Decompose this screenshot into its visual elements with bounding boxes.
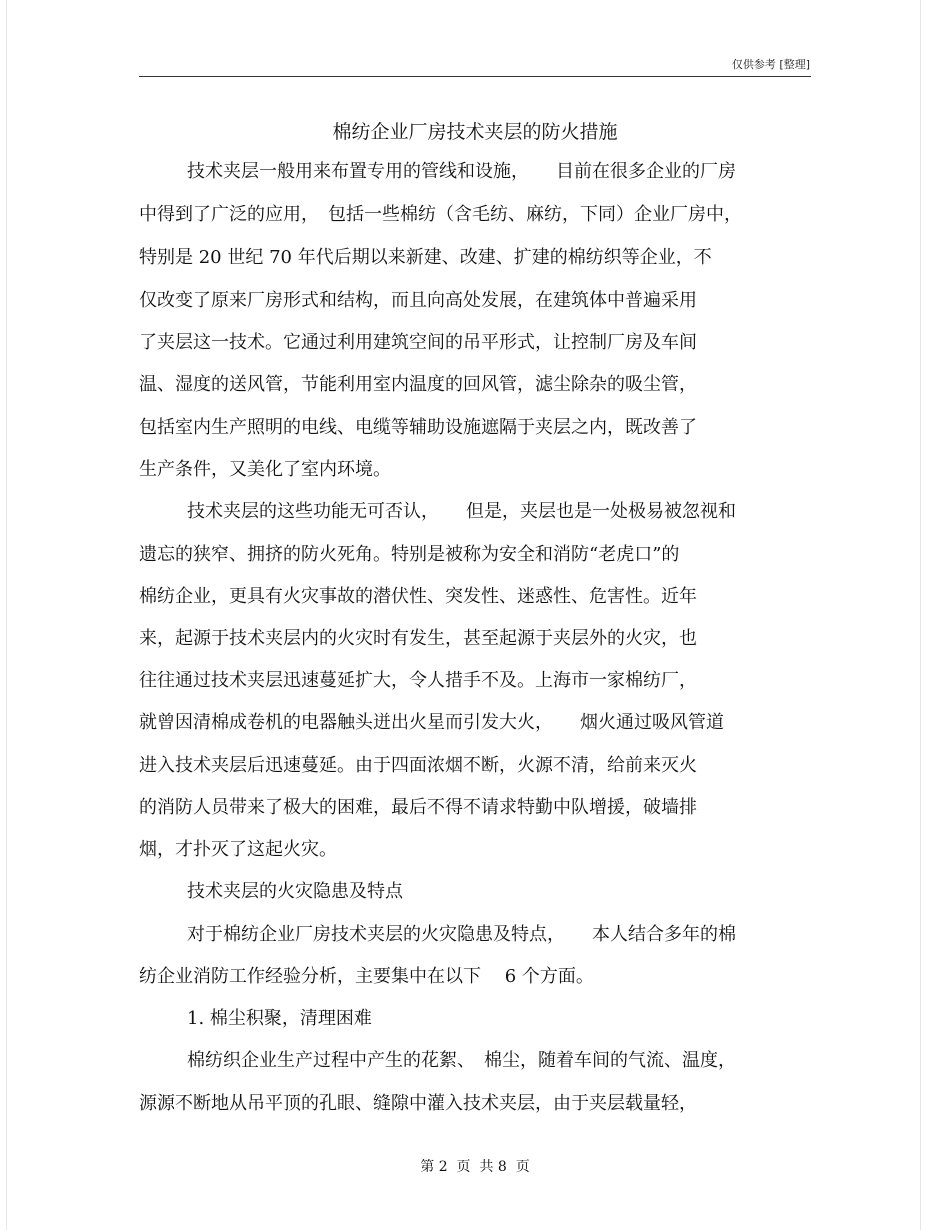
paragraph-line: 对于棉纺企业厂房技术夹层的火灾隐患及特点， 本人结合多年的棉 [187, 924, 736, 945]
paragraph-line: 了夹层这一技术。它通过利用建筑空间的吊平形式，让控制厂房及车间 [139, 332, 697, 353]
paragraph-line: 棉纺企业，更具有火灾事故的潜伏性、突发性、迷惑性、危害性。近年 [139, 586, 697, 607]
paragraph-line: 进入技术夹层后迅速蔓延。由于四面浓烟不断，火源不清，给前来灭火 [139, 755, 697, 776]
section-heading: 技术夹层的火灾隐患及特点 [187, 881, 403, 902]
subsection-heading: 1. 棉尘积聚，清理困难 [187, 1008, 372, 1029]
paragraph-line: 特别是 20 世纪 70 年代后期以来新建、改建、扩建的棉纺织等企业，不 [139, 247, 712, 268]
paragraph-line: 遗忘的狭窄、拥挤的防火死角。特别是被称为安全和消防“老虎口”的 [139, 544, 680, 565]
paragraph-line: 的消防人员带来了极大的困难，最后不得不请求特勤中队增援，破墙排 [139, 797, 697, 818]
document-title: 棉纺企业厂房技术夹层的防火措施 [332, 121, 618, 143]
paragraph-line: 就曾因清棉成卷机的电器触头迸出火星而引发大火， 烟火通过吸风管道 [139, 712, 724, 733]
page-edge-right [920, 0, 921, 1230]
paragraph-line: 烟，才扑灭了这起火灾。 [139, 839, 337, 860]
page-edge-left [6, 0, 7, 1230]
paragraph-line: 棉纺织企业生产过程中产生的花絮、 棉尘，随着车间的气流、温度， [187, 1050, 736, 1071]
paragraph-line: 温、湿度的送风管，节能利用室内温度的回风管，滤尘除杂的吸尘管， [139, 374, 697, 395]
page-number: 第 2 页 共 8 页 [420, 1159, 530, 1175]
paragraph-line: 源源不断地从吊平顶的孔眼、缝隙中灌入技术夹层，由于夹层载量轻， [139, 1093, 697, 1114]
paragraph-line: 仅改变了原来厂房形式和结构，而且向高处发展，在建筑体中普遍采用 [139, 290, 697, 311]
paragraph-line: 包括室内生产照明的电线、电缆等辅助设施遮隔于夹层之内，既改善了 [139, 417, 697, 438]
paragraph-line: 来，起源于技术夹层内的火灾时有发生，甚至起源于夹层外的火灾，也 [139, 628, 697, 649]
paragraph-line: 纺企业消防工作经验分析，主要集中在以下 6 个方面。 [139, 966, 594, 987]
paragraph-line: 生产条件，又美化了室内环境。 [139, 459, 391, 480]
paragraph-line: 往往通过技术夹层迅速蔓延扩大，令人措手不及。上海市一家棉纺厂， [139, 670, 697, 691]
paragraph-line: 中得到了广泛的应用， 包括一些棉纺（含毛纺、麻纺，下同）企业厂房中， [139, 204, 742, 225]
paragraph-line: 技术夹层一般用来布置专用的管线和设施， 目前在很多企业的厂房 [187, 161, 736, 182]
header-note: 仅供参考 [整理] [731, 58, 810, 71]
paragraph-line: 技术夹层的这些功能无可否认， 但是，夹层也是一处极易被忽视和 [187, 501, 736, 522]
header-rule [139, 76, 811, 77]
